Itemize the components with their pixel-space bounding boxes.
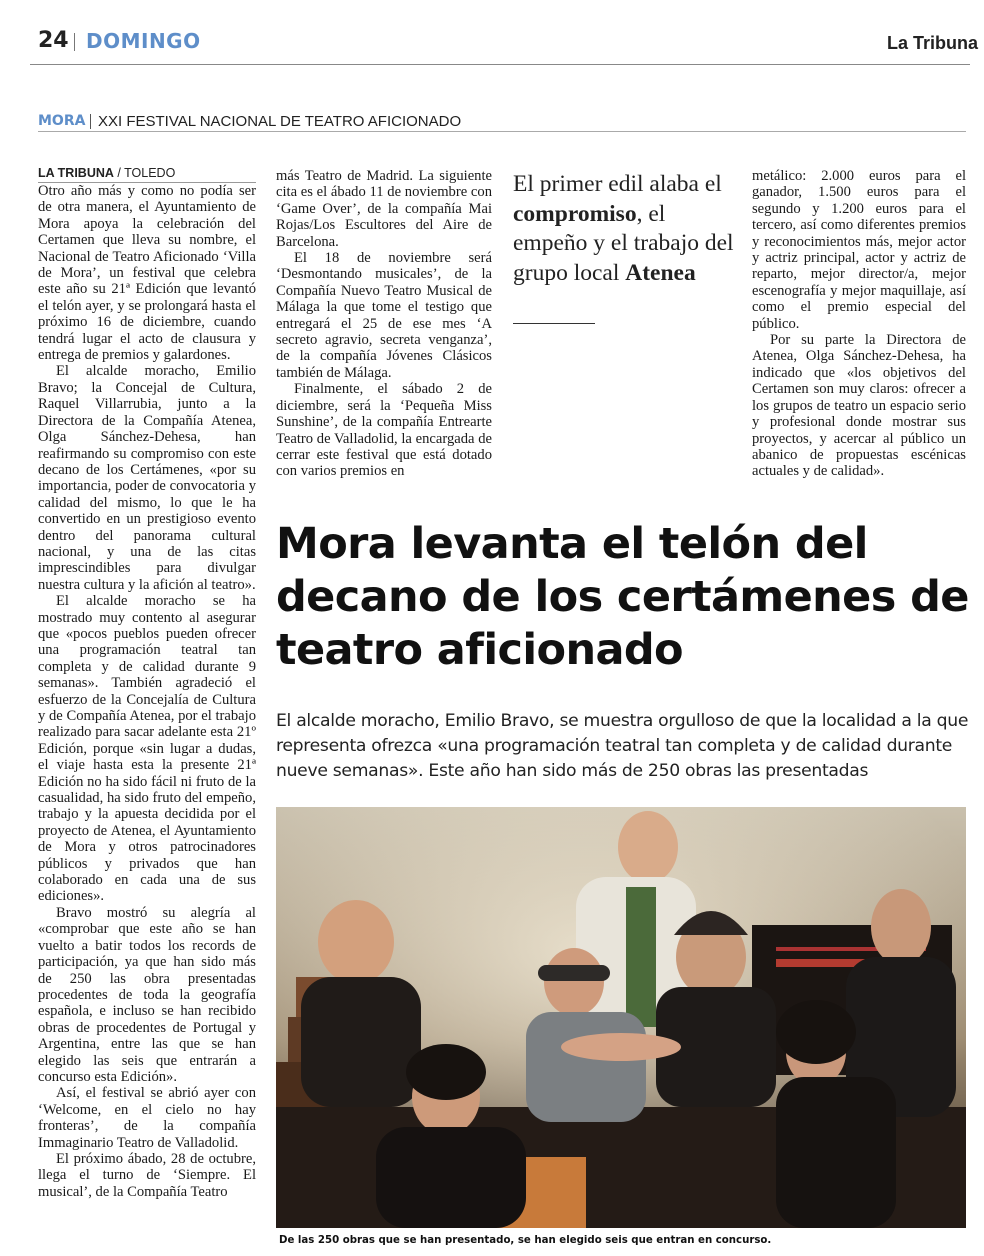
section-location: MORA	[38, 113, 86, 129]
article-paragraph: El alcalde moracho, Emilio Bravo; la Concejal de Cultura, Raquel Villarrubia, junto a la Directora de la Compañía Atenea, Olga Sánchez-Dehesa, han reafirmando su compromiso con este decano de los Certámenes, «por su importancia, poder de convocatoria y calidad del mismo, lo que le ha convertido en un prestigioso evento dentro del panorama cultural nacional, y una de las citas imprescindibles para divulgar nuestra cultura y la afición al teatro».	[38, 363, 256, 593]
article-paragraph: Otro año más y como no podía ser de otra manera, el Ayuntamiento de Mora apoya la celebración del Certamen que lleva su nombre, el Nacional de Teatro Aficionado ‘Villa de Mora’, un festival que celebra este año su 21ª Edición que levantó el telón ayer, y se prolongará hasta el próximo 16 de diciembre, cuando tendrá lugar el acto de clausura y entrega de premios y galardones.	[38, 183, 256, 364]
section-divider	[90, 114, 91, 129]
pull-quote-text: El primer edil alaba el	[513, 171, 722, 197]
byline-source: LA TRIBUNA	[38, 166, 114, 180]
pull-quote-bold: compromiso	[513, 200, 637, 227]
article-paragraph: metálico: 2.000 euros para el ganador, 1.500 euros para el segundo y 1.200 euros para el tercero, así como diferentes premios y reconocimientos más, mejor actor y actriz principal, actor y actriz de reparto, mejor director/a, mejor escenografía y mejor maquillaje, así como el premio especial del público.	[752, 168, 966, 332]
article-paragraph: El próximo ábado, 28 de octubre, llega el turno de ‘Siempre. El musical’, de la Compañía Teatro	[38, 1150, 256, 1200]
newspaper-name: La Tribuna	[886, 33, 978, 53]
section-rule	[38, 131, 966, 132]
section-title: XXI FESTIVAL NACIONAL DE TEATRO AFICIONADO	[98, 113, 462, 130]
article-paragraph: Finalmente, el sábado 2 de diciembre, será la ‘Pequeña Miss Sunshine’, de la compañía Entrearte Teatro de Valladolid, la encargada de cerrar este festival que está dotado con varios premios en	[276, 381, 492, 480]
pull-quote-rule	[513, 323, 595, 324]
headline: Mora levanta el telón del decano de los certámenes de teatro aficionado	[276, 519, 969, 675]
article-paragraph: más Teatro de Madrid. La siguiente cita es el ábado 11 de noviembre con ‘Game Over’, de la compañía Mai Rojas/Los Escultores del Aire de Barcelona.	[276, 168, 492, 250]
page-day: DOMINGO	[86, 29, 201, 53]
byline: LA TRIBUNA / TOLEDO	[38, 166, 256, 183]
pull-quote-text: , el empeño y el trabajo del grupo local	[513, 200, 734, 286]
article-column-1	[38, 183, 256, 1255]
header-divider	[74, 33, 75, 51]
article-paragraph: Así, el festival se abrió ayer con ‘Welcome, en el cielo no hay fronteras’, de la compañía Immaginario Teatro de Valladolid.	[38, 1085, 256, 1151]
article-photo	[276, 807, 966, 1228]
article-paragraph: El 18 de noviembre será ‘Desmontando musicales’, de la Compañía Nuevo Teatro Musical de Málaga la que tome el testigo que entregará el 25 de ese mes ‘A secreto agravio, secreta venganza’, de la compañía Jóvenes Clásicos también de Málaga.	[276, 250, 492, 381]
pull-quote-bold: Atenea	[625, 259, 696, 286]
article-paragraph: Bravo mostró su alegría al «comprobar que este año se han vuelto a batir todos los records de participación, ya que han sido más de 250 las obra presentadas procedentes de toda la geografía española, e incluso se han recibido obras de procedentes de Portugal y Argentina, entre las que se han elegido las seis que entrarán a concurso esta Edición».	[38, 904, 256, 1085]
article-paragraph: El alcalde moracho se ha mostrado muy contento al asegurar que «pocos pueblos pueden ofrecer una programación teatral tan completa y de calidad durante 9 semanas». También agradeció el esfuerzo de la Concejalía de Cultura y de Compañía Atenea, por el trabajo realizado para sacar adelante esta 21º Edición, porque «sin lugar a dudas, el viaje hasta esta la presente 21ª Edición no ha sido fácil ni fruto de la casualidad, ha sido fruto del empeño, trabajo y la apuesta decidida por el proyecto de Atenea, el Ayuntamiento de Mora y otros patrocinadores públicos y privados que han colaborado en cada una de sus ediciones».	[38, 593, 256, 905]
byline-city: TOLEDO	[124, 166, 176, 180]
header-rule	[30, 64, 970, 65]
article-column-4	[752, 168, 966, 480]
article-column-2	[276, 168, 492, 480]
stage-photo-illustration	[276, 807, 966, 1228]
subheadline: El alcalde moracho, Emilio Bravo, se muestra orgulloso de que la localidad a la que representa ofrezca «una programación teatral tan completa y de calidad durante nueve semanas». Este año han sido más de 250 obras las presentadas	[276, 711, 969, 781]
page-number: 24	[38, 28, 69, 53]
pull-quote	[513, 170, 738, 288]
photo-caption: De las 250 obras que se han presentado, se han elegido seis que entran en concurso.	[279, 1235, 772, 1246]
article-paragraph: Por su parte la Directora de Atenea, Olga Sánchez-Dehesa, ha indicado que «los objetivos del Certamen son muy claros: ofrecer a los grupos de teatro un espacio serio y profesional donde mostrar sus proyectos, y acercar al público un abanico de propuestas escénicas actuales y de calidad».	[752, 332, 966, 480]
